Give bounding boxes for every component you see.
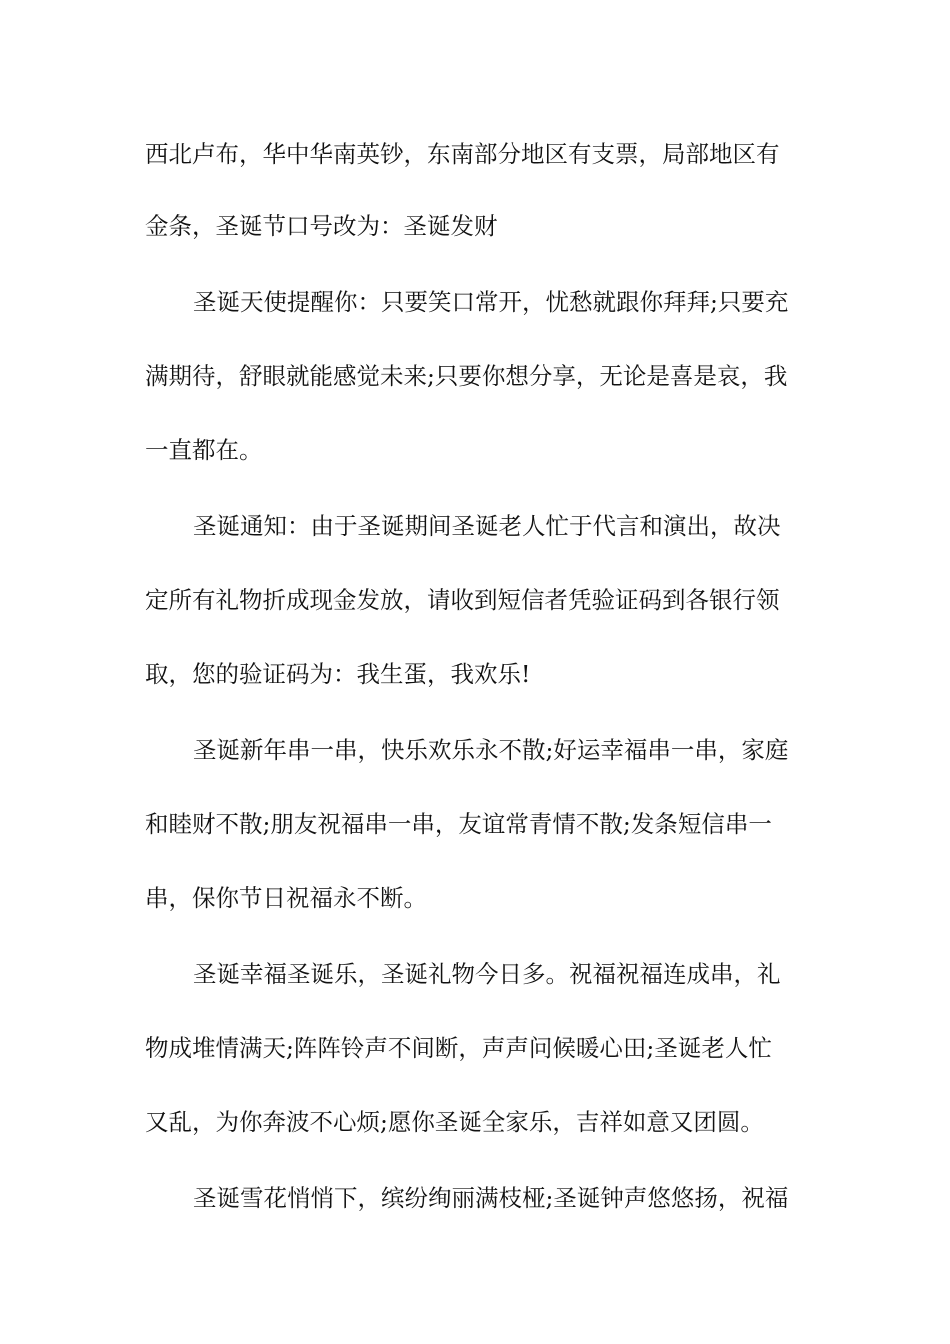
paragraph-start-line-3: 圣诞天使提醒你：只要笑口常开，忧愁就跟你拜拜;只要充 xyxy=(193,288,789,316)
text-line-11: 串，保你节日祝福永不断。 xyxy=(145,884,427,912)
text-line-14: 又乱，为你奔波不心烦;愿你圣诞全家乐，吉祥如意又团圆。 xyxy=(145,1108,764,1136)
text-line-2: 金条，圣诞节口号改为：圣诞发财 xyxy=(145,212,498,240)
paragraph-start-line-15: 圣诞雪花悄悄下，缤纷绚丽满枝桠;圣诞钟声悠悠扬，祝福 xyxy=(193,1184,789,1212)
text-line-4: 满期待，舒眼就能感觉未来;只要你想分享，无论是喜是哀，我 xyxy=(145,362,788,390)
text-line-7: 定所有礼物折成现金发放，请收到短信者凭验证码到各银行领 xyxy=(145,586,780,614)
text-line-1: 西北卢布，华中华南英钞，东南部分地区有支票，局部地区有 xyxy=(145,140,780,168)
paragraph-start-line-12: 圣诞幸福圣诞乐，圣诞礼物今日多。祝福祝福连成串，礼 xyxy=(193,960,781,988)
text-line-10: 和睦财不散;朋友祝福串一串，友谊常青情不散;发条短信串一 xyxy=(145,810,772,838)
paragraph-start-line-6: 圣诞通知：由于圣诞期间圣诞老人忙于代言和演出，故决 xyxy=(193,512,781,540)
paragraph-start-line-9: 圣诞新年串一串，快乐欢乐永不散;好运幸福串一串，家庭 xyxy=(193,736,789,764)
text-line-5: 一直都在。 xyxy=(145,436,263,464)
text-line-13: 物成堆情满天;阵阵铃声不间断，声声问候暖心田;圣诞老人忙 xyxy=(145,1034,772,1062)
text-line-8: 取，您的验证码为：我生蛋，我欢乐! xyxy=(145,660,531,688)
